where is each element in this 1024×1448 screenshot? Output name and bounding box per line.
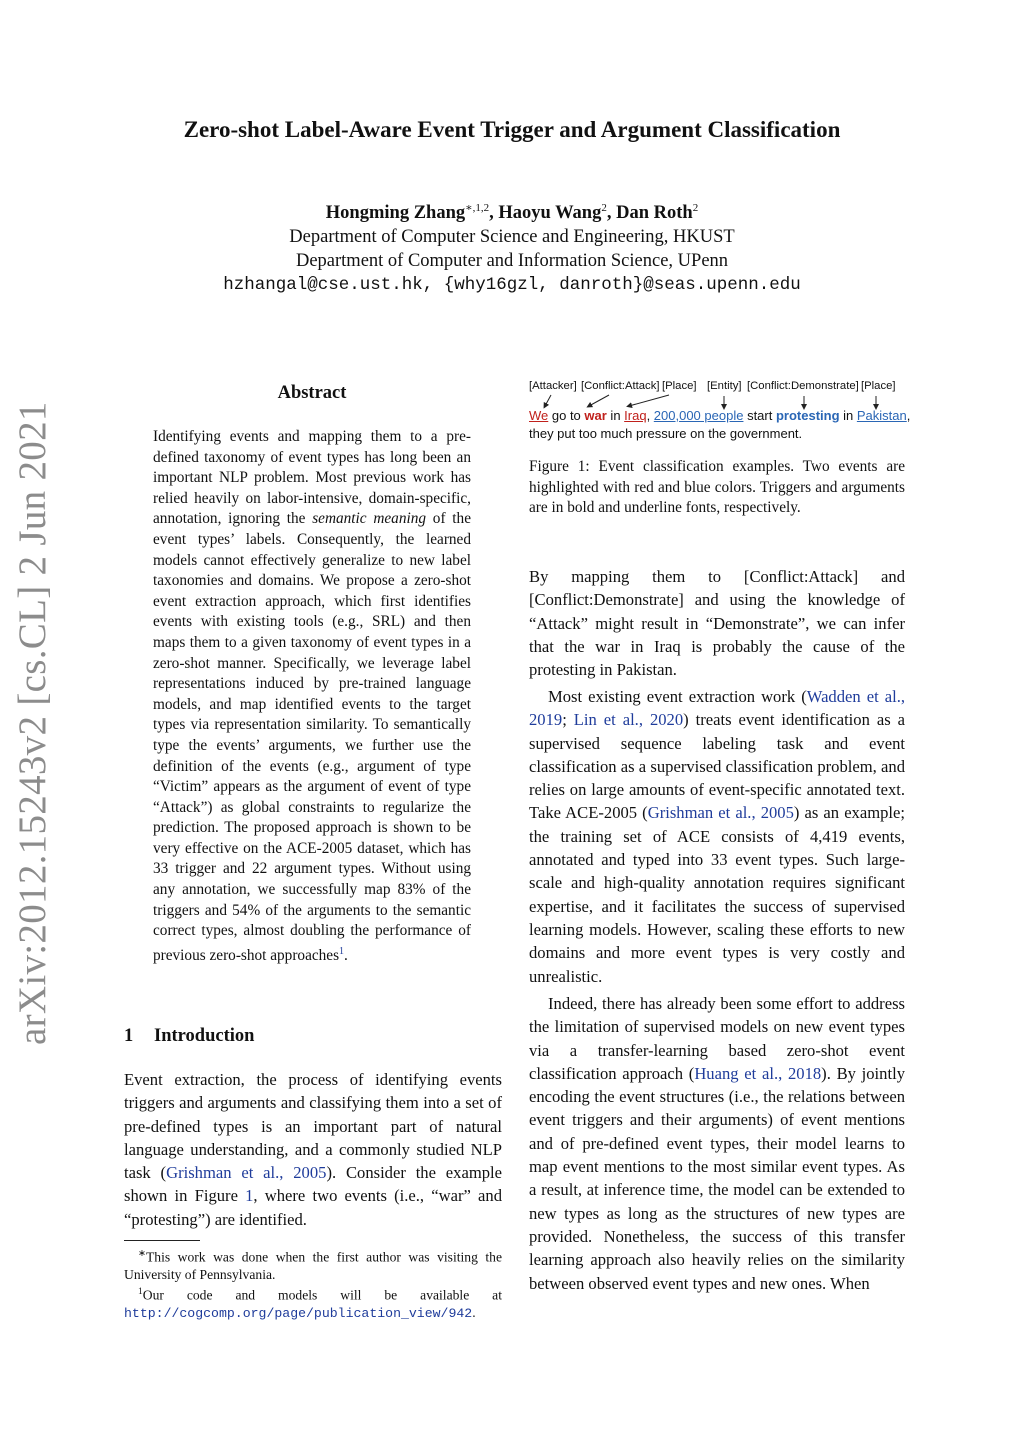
label-conflict-attack: [Conflict:Attack] <box>581 380 660 392</box>
intro-text: ). Consider the example shown in Figure <box>124 1163 502 1206</box>
label-attacker: [Attacker] <box>529 380 577 392</box>
body-text: Indeed, there has already been some effort to address the limitation of supervised models on new event types via a transfer-learning based zero-shot event classification approach ( <box>529 994 905 1083</box>
body-text: ; <box>562 710 574 730</box>
author-2-affil-marks: 2 <box>601 202 607 214</box>
author-1-footnote-link[interactable]: ∗ <box>465 202 473 214</box>
figure-ref-link[interactable]: 1 <box>245 1186 254 1206</box>
author-1-affil-marks: ,1,2 <box>472 202 490 214</box>
intro-paragraph-1 <box>124 1068 502 1231</box>
trigger-protesting: protesting <box>775 408 840 423</box>
sentence-text: in <box>839 408 857 423</box>
figure-sentence-line-2: they put too much pressure on the government. <box>529 426 803 441</box>
footnote-star <box>124 1246 502 1284</box>
body-text: ) as an example; the training set of ACE consists of 4,419 events, annotated and typed into 33 event types. Such large-scale and high-quality annotation requires significant expertise, and it facilitates the success of supervised learning models. However, scaling these efforts to new domains and more event types is very costly and unrealistic. <box>529 803 906 986</box>
sentence-text: go to <box>548 408 585 423</box>
author-3: Dan Roth <box>616 203 693 224</box>
author-1: Hongming Zhang <box>325 203 466 224</box>
footnote-marker: 1 <box>138 1286 143 1297</box>
body-text: ). By jointly encoding the event structures (i.e., the relations between event triggers and their arguments) of event mentions and of pre-defined event types, their model learns to map event mentions to the most similar event types. As a result, at inference time, the model can be extended to new types as long as the structures of new types are provided. Nonetheless, the success of this transfer learning approach also heavily relies on the similarity between observed event types and new ones. When <box>529 1063 905 1293</box>
abstract-end: . <box>344 946 348 964</box>
label-place-2: [Place] <box>861 380 896 392</box>
arxiv-stamp: arXiv:2012.15243v2 [cs.CL] 2 Jun 2021 <box>11 401 54 1045</box>
arg-we: We <box>529 408 549 423</box>
right-paragraph-1: By mapping them to [Conflict:Attack] and [Conflict:Demonstrate] and using the knowledge of “Attack” might result in “Demonstrate”, we can infer that the war in Iraq is probably the cause of the protesting in Pakistan. <box>529 567 905 680</box>
arrow-place-1 <box>629 395 669 406</box>
author-3-affil-marks: 2 <box>692 202 699 214</box>
citation-link[interactable]: Lin et al., 2020 <box>573 710 684 730</box>
label-entity: [Entity] <box>707 380 742 392</box>
author-block <box>0 196 1024 297</box>
abstract-part-1: Identifying events and mapping them to a pre-defined taxonomy of event types has long been an important NLP problem. Most previous work has relied heavily on labor-intensive, domain-specific, annotation, ignoring the <box>153 428 471 528</box>
arg-iraq: Iraq <box>624 408 647 423</box>
citation-link[interactable]: Wadden et al., 2019 <box>529 687 906 730</box>
section-heading-introduction <box>124 1026 254 1047</box>
footnote-end: . <box>472 1304 476 1320</box>
abstract-text <box>153 427 471 967</box>
citation-link[interactable]: Grishman et al., 2005 <box>647 803 794 823</box>
footnote-text: Our code and models will be available at <box>142 1287 502 1303</box>
affiliation-1: Department of Computer Science and Engineering, HKUST <box>289 227 735 248</box>
intro-text: , where two events (i.e., “war” and “protesting”) are identified. <box>124 1186 502 1229</box>
affiliation-2: Department of Computer and Information Science, UPenn <box>295 251 729 272</box>
arg-people: 200,000 people <box>653 408 744 423</box>
paper-title: Zero-shot Label-Aware Event Trigger and Argument Classification <box>183 117 841 142</box>
abstract-emphasis: semantic meaning <box>312 510 427 528</box>
footnote-1-link[interactable]: 1 <box>339 945 345 957</box>
sentence-text: , <box>646 408 654 423</box>
section-number: 1 <box>124 1026 134 1046</box>
arrow-attacker <box>545 395 551 406</box>
label-conflict-demonstrate: [Conflict:Demonstrate] <box>747 380 859 392</box>
figure-sentence <box>529 407 910 443</box>
trigger-war: war <box>584 408 607 423</box>
citation-link[interactable]: Huang et al., 2018 <box>694 1063 822 1083</box>
sentence-text: start <box>743 408 776 423</box>
footnote-marker: ∗ <box>138 1249 146 1259</box>
label-place-1: [Place] <box>662 380 697 392</box>
author-separator: , <box>606 203 617 224</box>
footnote-rule <box>124 1240 200 1241</box>
abstract-part-2: of the event types’ labels. Consequently, the learned models cannot effectively generalize to new label taxonomies and domains. We propose a zero-shot event extraction approach, which first identifies events with existing tools (e.g., SRL) and then maps them to a given taxonomy of event types in a zero-shot manner. Specifically, we leverage label representations induced by pre-trained language models, and map identified events to the target types via representation similarity. To semantically type the events’ arguments, we further use the definition of the events (e.g., argument of type “Victim” appears as the argument of event of type “Attack”) as global constraints to regularize the prediction. The proposed approach is shown to be very effective on the ACE-2005 dataset, which has 33 trigger and 22 argument types. Without using any annotation, we successfully map 83% of the triggers and 54% of the arguments to the semantic correct types, almost doubling the performance of previous zero-shot approaches <box>153 510 471 964</box>
code-url-link[interactable]: http://cogcomp.org/page/publication_view/942 <box>124 1305 473 1321</box>
footnote-text: This work was done when the first author was visiting the University of Pennsylvania. <box>124 1249 502 1283</box>
author-separator: , <box>489 203 499 224</box>
intro-text: Event extraction, the process of identifying events triggers and arguments and classifying them into a set of pre-defined types is an important part of natural language understanding, and a commonly studied NLP task ( <box>124 1070 502 1183</box>
figure-sentence-line-1 <box>529 407 910 425</box>
body-text: ) treats event identification as a supervised sequence labeling task and event classification as a supervised classification problem, and relies on large amounts of event-specific annotated text. Take ACE-2005 ( <box>529 710 905 823</box>
right-paragraph-2 <box>529 685 905 988</box>
arrow-conflict-attack <box>589 395 609 406</box>
figure-1 <box>529 380 909 444</box>
author-emails: hzhangal@cse.ust.hk, {why16gzl, danroth}@seas.upenn.edu <box>223 275 801 296</box>
footnotes <box>124 1246 502 1322</box>
arg-pakistan: Pakistan <box>856 408 907 423</box>
sentence-text: in <box>606 408 625 423</box>
sentence-text: , <box>906 408 911 423</box>
author-2: Haoyu Wang <box>498 203 602 224</box>
abstract-heading: Abstract <box>277 383 347 403</box>
footnote-1 <box>124 1284 502 1323</box>
figure-arrows <box>529 380 909 410</box>
figure-1-caption: Figure 1: Event classification examples. Two events are highlighted with red and blue colors. Triggers and arguments are in bold and underline fonts, respectively. <box>529 458 905 517</box>
body-text: Most existing event extraction work ( <box>548 687 807 706</box>
section-title: Introduction <box>154 1026 255 1046</box>
author-names <box>0 196 1024 225</box>
citation-link[interactable]: Grishman et al., 2005 <box>166 1163 327 1183</box>
right-paragraph-3 <box>529 992 905 1295</box>
